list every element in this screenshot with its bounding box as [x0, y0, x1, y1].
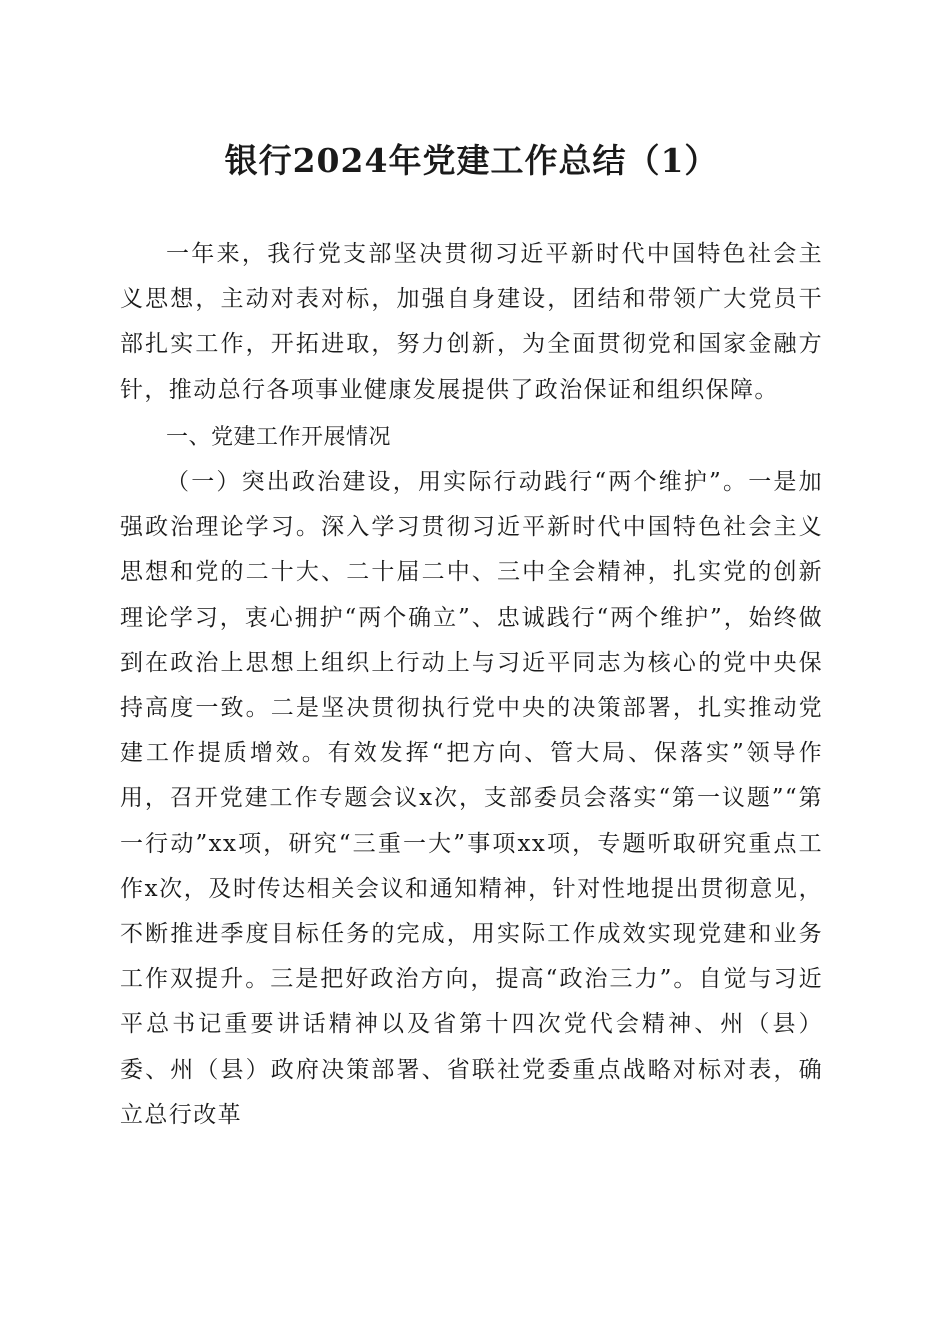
intro-paragraph: 一年来，我行党支部坚决贯彻习近平新时代中国特色社会主义思想，主动对表对标，加强自身建设，团结和带领广大党员干部扎实工作，开拓进取，努力创新，为全面贯彻党和国家金融方针，推动总行各项事业健康发展提供了政治保证和组织保障。	[120, 241, 823, 403]
document-title: 银行2024年党建工作总结（1）	[224, 141, 719, 180]
document-body	[120, 232, 823, 1138]
section-paragraph: （一）突出政治建设，用实际行动践行“两个维护”。一是加强政治理论学习。深入学习贯彻习近平新时代中国特色社会主义思想和党的二十大、二十届二中、三中全会精神，扎实党的创新理论学习，衷心拥护“两个确立”、忠诚践行“两个维护”，始终做到在政治上思想上组织上行动上与习近平同志为核心的党中央保持高度一致。二是坚决贯彻执行党中央的决策部署，扎实推动党建工作提质增效。有效发挥“把方向、管大局、保落实”领导作用，召开党建工作专题会议x次，支部委员会落实“第一议题”“第一行动”xx项，研究“三重一大”事项xx项，专题听取研究重点工作x次，及时传达相关会议和通知精神，针对性地提出贯彻意见，不断推进季度目标任务的完成，用实际工作成效实现党建和业务工作双提升。三是把好政治方向，提高“政治三力”。自觉与习近平总书记重要讲话精神以及省第十四次党代会精神、州（县）委、州（县）政府决策部署、省联社党委重点战略对标对表，确立总行改革	[120, 469, 823, 1128]
section-heading: 一、党建工作开展情况	[166, 424, 392, 450]
